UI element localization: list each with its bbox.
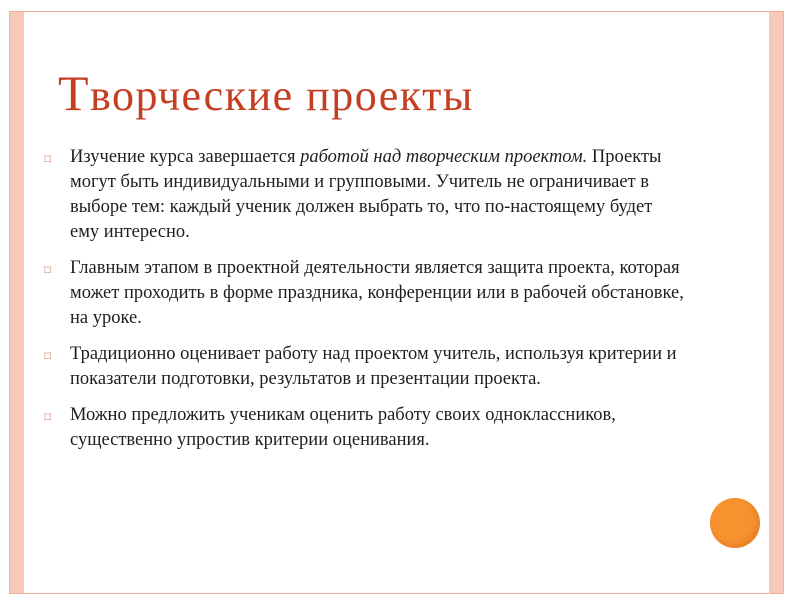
bullet-text: Традиционно оценивает работу над проектом учитель, используя критерии и показатели подготовки, результатов и презентации проекта. (70, 344, 677, 389)
bullet-marker-icon: ⌑ (44, 153, 52, 168)
slide-title-rest: ворческие проекты (90, 71, 474, 120)
bullet-item (44, 403, 684, 453)
bullet-text: Проекты могут быть индивидуальными и групповыми. Учитель не ограничивает в выборе тем: каждый ученик должен выбрать то, что по-настоящему будет ему интересно. (70, 147, 662, 242)
bullet-marker-icon: ⌑ (44, 350, 52, 365)
bullet-item (44, 342, 684, 392)
bullet-marker-icon: ⌑ (44, 411, 52, 426)
bullet-list (44, 145, 684, 464)
bullet-text: Можно предложить ученикам оценить работу своих одноклассников, существенно упростив критерии оценивания. (70, 405, 616, 450)
bullet-marker-icon: ⌑ (44, 264, 52, 279)
bullet-item (44, 145, 684, 245)
slide-title (58, 64, 474, 122)
bullet-text-italic: работой над творческим проектом. (300, 147, 588, 167)
bullet-item (44, 256, 684, 331)
decorative-orange-circle-icon (710, 498, 760, 548)
right-decorative-band (769, 12, 783, 593)
bullet-text: Изучение курса завершается (70, 147, 301, 167)
slide-title-first-letter: Т (58, 65, 91, 121)
left-decorative-band (10, 12, 24, 593)
bullet-text: Главным этапом в проектной деятельности является защита проекта, которая может проходить в форме праздника, конференции или в рабочей обстановке, на уроке. (70, 258, 684, 328)
